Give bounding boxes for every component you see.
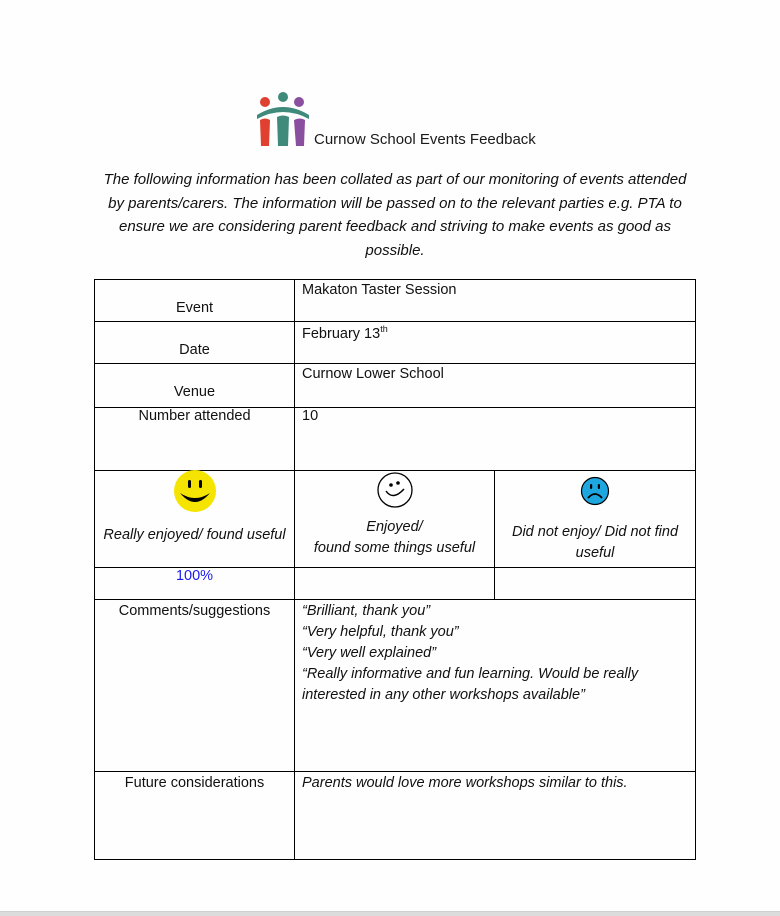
- venue-label-cell: [95, 364, 295, 408]
- date-label: Date: [179, 342, 210, 358]
- event-label: Event: [175, 300, 214, 316]
- sad-face-icon: [580, 476, 610, 506]
- attended-value: 10: [295, 408, 696, 471]
- school-logo-icon: [254, 90, 312, 148]
- attended-row: [95, 408, 696, 471]
- comments-list: [295, 600, 696, 772]
- venue-row: [95, 364, 696, 408]
- venue-label: Venue: [173, 384, 216, 400]
- comments-row: [95, 600, 696, 772]
- date-suffix: th: [380, 324, 388, 334]
- rating-really-enjoyed: [95, 471, 295, 568]
- result-did-not-enjoy: [495, 568, 696, 600]
- ratings-row: [95, 471, 696, 568]
- rating-label: Really enjoyed/ found useful: [103, 527, 286, 543]
- event-label-cell: [95, 280, 295, 322]
- date-row: [95, 322, 696, 364]
- comment-item: “Very well explained”: [302, 645, 437, 661]
- venue-value-cell: [295, 364, 696, 408]
- comment-item: “Very helpful, thank you”: [302, 624, 459, 640]
- big-smiley-face-icon: [173, 469, 217, 513]
- feedback-table: [94, 279, 696, 860]
- document-title: Curnow School Events Feedback: [314, 131, 536, 148]
- date-label-cell: [95, 322, 295, 364]
- date-value-wrap: [302, 322, 688, 342]
- comment-item: “Really informative and fun learning. Would be really interested in any other workshops available”: [302, 666, 639, 703]
- comment-item: “Brilliant, thank you”: [302, 603, 431, 619]
- rating-enjoyed: [295, 471, 495, 568]
- future-label: Future considerations: [95, 772, 295, 860]
- date-value-cell: [295, 322, 696, 364]
- attended-label: Number attended: [95, 408, 295, 471]
- comments-label: Comments/suggestions: [95, 600, 295, 772]
- intro-paragraph: The following information has been collated as part of our monitoring of events attended by parents/carers. The information will be passed on to the relevant parties e.g. PTA to ensure we are considering parent feedback and striving to make events as good as possible.: [103, 171, 687, 259]
- event-value-cell: [295, 280, 696, 322]
- venue-value: Curnow Lower School: [302, 366, 444, 382]
- future-value: Parents would love more workshops similar to this.: [295, 772, 696, 860]
- rating-label: Did not enjoy/ Did not find useful: [511, 524, 679, 561]
- event-row: [95, 280, 696, 322]
- future-row: [95, 772, 696, 860]
- results-row: [95, 568, 696, 600]
- rating-label-line1: Enjoyed/: [366, 519, 423, 535]
- event-value: Makaton Taster Session: [302, 282, 457, 298]
- result-enjoyed: [295, 568, 495, 600]
- rating-label-line2: found some things useful: [313, 540, 476, 556]
- smiley-face-icon: [376, 471, 414, 509]
- result-really-enjoyed: 100%: [95, 568, 295, 600]
- rating-did-not-enjoy: [495, 471, 696, 568]
- date-value: February 13: [302, 325, 381, 342]
- page-bottom-edge: [0, 911, 780, 916]
- document-header: [254, 90, 574, 150]
